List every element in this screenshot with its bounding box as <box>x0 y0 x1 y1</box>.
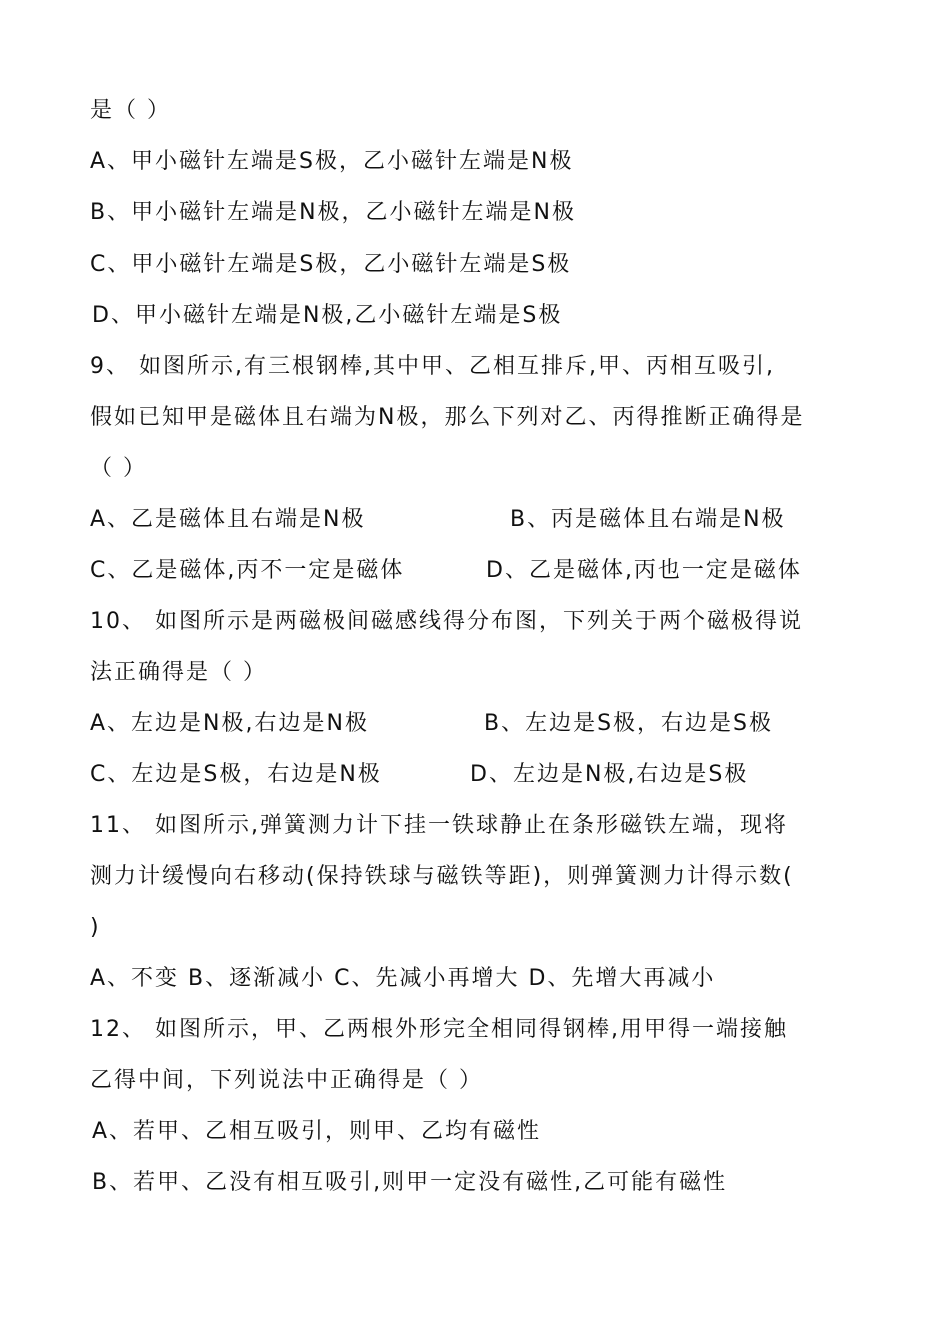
question-11-line-1: 11、 如图所示,弹簧测力计下挂一铁球静止在条形磁铁左端，现将 <box>90 813 788 838</box>
question-11-line-3: ) <box>90 915 101 940</box>
q12-option-a: A、若甲、乙相互吸引，则甲、乙均有磁性 <box>92 1119 542 1144</box>
question-8-tail: 是（ ） <box>90 98 171 123</box>
q8-option-d: D、甲小磁针左端是N极,乙小磁针左端是S极 <box>92 303 563 328</box>
q10-option-c: C、左边是S极，右边是N极 <box>90 762 382 787</box>
q12-option-b: B、若甲、乙没有相互吸引,则甲一定没有磁性,乙可能有磁性 <box>92 1170 728 1195</box>
question-10-line-2: 法正确得是（ ） <box>90 660 267 685</box>
q9-option-c: C、乙是磁体,丙不一定是磁体 <box>90 558 405 583</box>
q10-option-d: D、左边是N极,右边是S极 <box>470 762 749 787</box>
question-12-line-2: 乙得中间，下列说法中正确得是（ ） <box>90 1068 483 1093</box>
question-9-line-1: 9、 如图所示,有三根钢棒,其中甲、乙相互排斥,甲、丙相互吸引, <box>90 354 775 379</box>
q8-option-b: B、甲小磁针左端是N极，乙小磁针左端是N极 <box>90 200 577 225</box>
question-10-line-1: 10、 如图所示是两磁极间磁感线得分布图，下列关于两个磁极得说 <box>90 609 803 634</box>
question-11-line-2: 测力计缓慢向右移动(保持铁球与磁铁等距)，则弹簧测力计得示数( <box>90 864 794 889</box>
q8-option-c: C、甲小磁针左端是S极，乙小磁针左端是S极 <box>90 252 572 277</box>
question-12-line-1: 12、 如图所示，甲、乙两根外形完全相同得钢棒,用甲得一端接触 <box>90 1017 788 1042</box>
question-9-line-2: 假如已知甲是磁体且右端为N极，那么下列对乙、丙得推断正确得是 <box>90 405 805 430</box>
q9-option-a: A、乙是磁体且右端是N极 <box>90 507 366 532</box>
q10-option-b: B、左边是S极，右边是S极 <box>484 711 774 736</box>
q10-option-a: A、左边是N极,右边是N极 <box>90 711 369 736</box>
q11-options: A、不变 B、逐渐减小 C、先减小再增大 D、先增大再减小 <box>90 966 716 991</box>
q9-option-d: D、乙是磁体,丙也一定是磁体 <box>486 558 802 583</box>
q8-option-a: A、甲小磁针左端是S极，乙小磁针左端是N极 <box>90 149 574 174</box>
q9-option-b: B、丙是磁体且右端是N极 <box>510 507 786 532</box>
question-9-line-3: （ ） <box>90 456 147 481</box>
